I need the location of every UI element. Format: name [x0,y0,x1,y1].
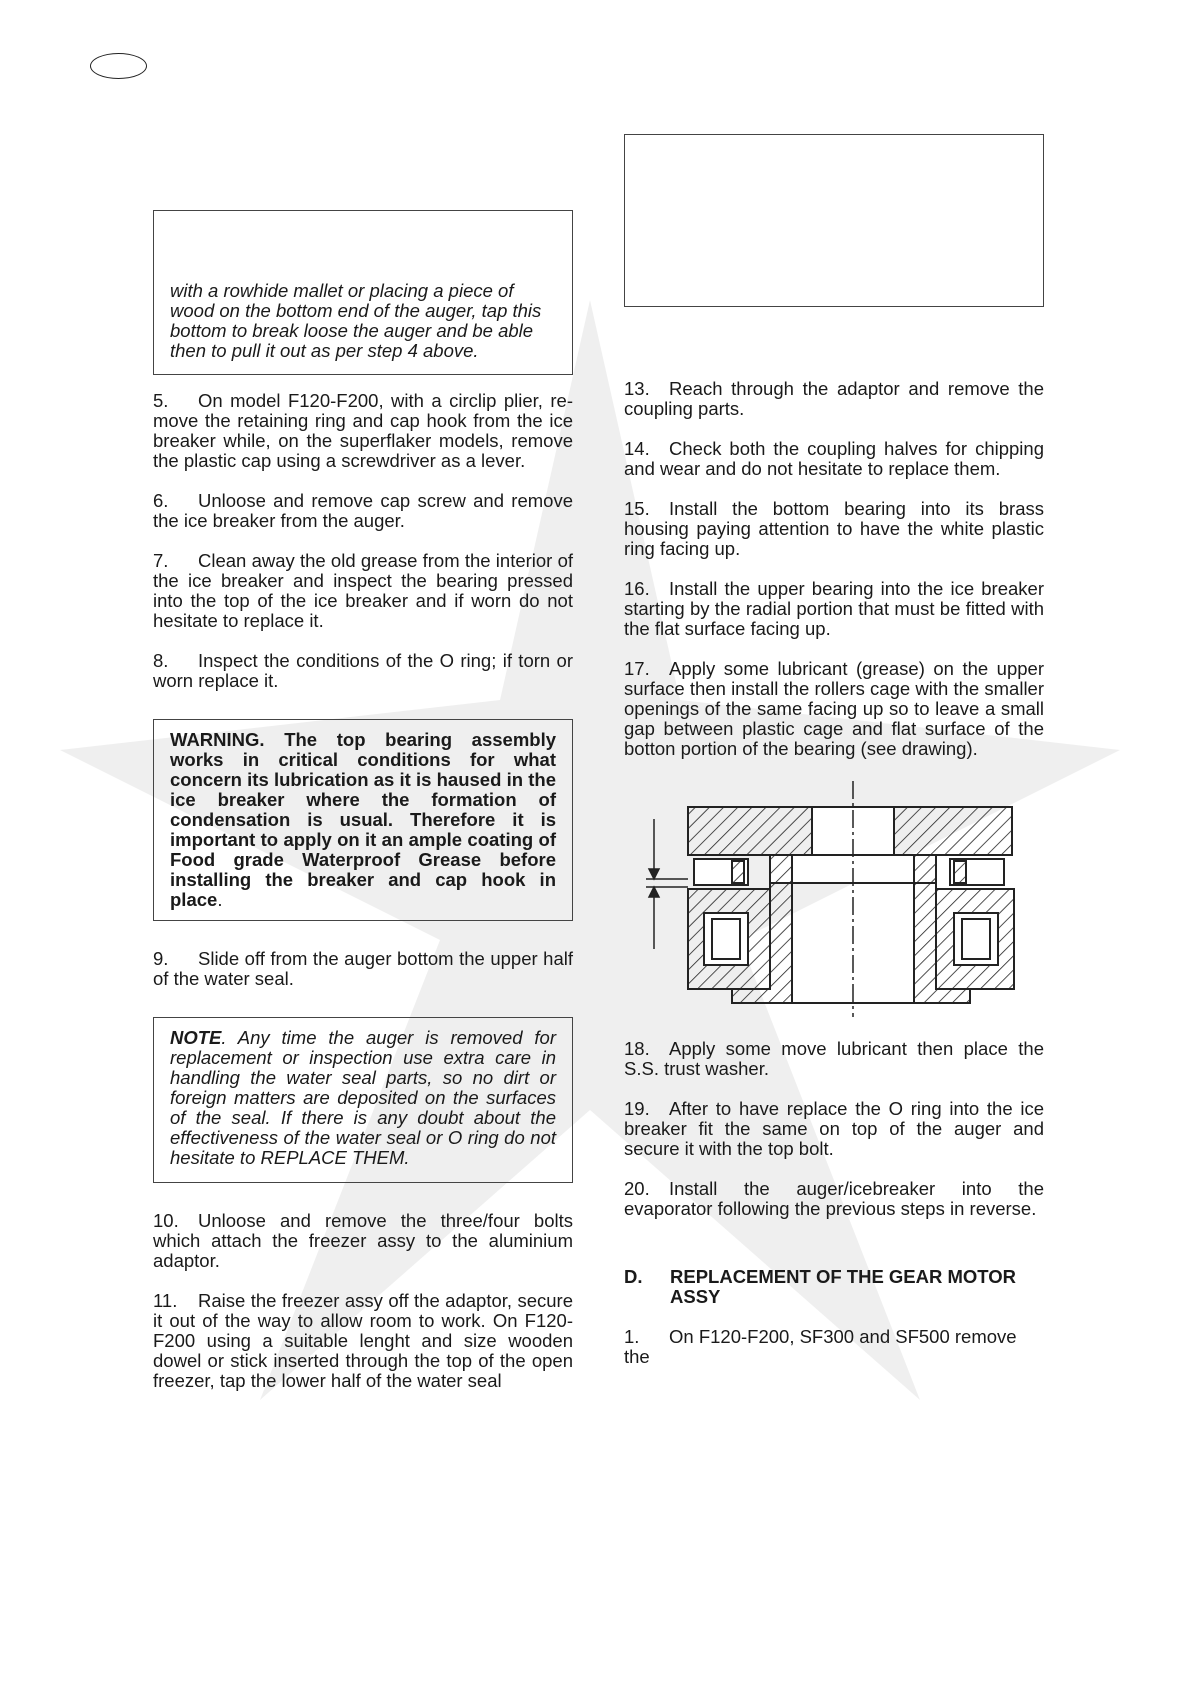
step-17: 17. Apply some lubricant (grease) on the upper surface then install the rollers cage with the smaller openings of the same facing up so to leave a small gap between plastic cage and flat surface of the botton portion of the bearing (see drawing). [624,658,1044,759]
note-label: NOTE [170,1027,222,1048]
warning-text: WARNING. The top bearing assembly works in critical conditions for what concern its lubrication as it is haused in the ice breaker where the formation of condensation is usual. Therefore it is important to apply on it an ample coating of Food grade Waterproof Grease before installing the breaker and cap hook in place [170,729,556,910]
step-5: 5. On model F120-F200, with a circlip plier, re-move the retaining ring and cap hook from the ice breaker while, on the superflaker models, remove the plastic cap using a screwdriver as a lever. [153,390,573,471]
step-19: 19. After to have replace the O ring into the ice breaker fit the same on top of the auger and secure it with the top bolt. [624,1098,1044,1159]
step-6: 6. Unloose and remove cap screw and remove the ice breaker from the auger. [153,490,573,531]
step-9: 9. Slide off from the auger bottom the upper half of the water seal. [153,948,573,989]
step-15: 15. Install the bottom bearing into its brass housing paying attention to have the white plastic ring facing up. [624,498,1044,559]
step-10: 10. Unloose and remove the three/four bolts which attach the freezer assy to the aluminium adaptor. [153,1210,573,1271]
step-d-1: 1. On F120-F200, SF300 and SF500 remove the [624,1326,1017,1367]
warning-box: WARNING. The top bearing assembly works in critical conditions for what concern its lubrication as it is haused in the ice breaker where the formation of condensation is usual. Therefore it is important to apply on it an ample coating of Food grade Waterproof Grease before installing the breaker and cap hook in place. [153,719,573,921]
step-16: 16. Install the upper bearing into the ice breaker starting by the radial portion that must be fitted with the flat surface facing up. [624,578,1044,639]
left-column [153,210,573,1411]
right-column [624,134,1044,1367]
page-number-oval [90,53,147,79]
continued-note-box [153,210,573,375]
step-11: 11. Raise the freezer assy off the adaptor, secure it out of the way to allow room to work. On F120-F200 using a suitable lenght and size wooden dowel or stick inserted through the top of the open freezer, tap the lower half of the water seal [153,1290,573,1391]
step-20: 20. Install the auger/icebreaker into the evaporator following the previous steps in reverse. [624,1178,1044,1219]
section-d-heading: D. REPLACEMENT OF THE GEAR MOTOR ASSY [624,1266,1017,1307]
note-box [153,1017,573,1183]
empty-box [624,134,1044,307]
continued-note-text: with a rowhide mallet or placing a piece of wood on the bottom end of the auger, tap this bottom to break loose the auger and be able then to pull it out as per step 4 above. [170,280,542,361]
step-7: 7. Clean away the old grease from the interior of the ice breaker and inspect the bearing pressed into the top of the ice breaker and if worn do not hesitate to replace it. [153,550,573,631]
step-18: 18. Apply some move lubricant then place the S.S. trust washer. [624,1038,1044,1079]
bearing-drawing [624,779,1044,1019]
step-8: 8. Inspect the conditions of the O ring; if torn or worn replace it. [153,650,573,691]
step-14: 14. Check both the coupling halves for chipping and wear and do not hesitate to replace them. [624,438,1044,479]
note-text: . Any time the auger is removed for replacement or inspection use extra care in handling the water seal parts, so no dirt or foreign matters are deposited on the surfaces of the seal. If there is any doubt about the effectiveness of the water seal or O ring do not hesitate to REPLACE THEM. [170,1027,556,1168]
step-13: 13. Reach through the adaptor and remove the coupling parts. [624,378,1044,419]
